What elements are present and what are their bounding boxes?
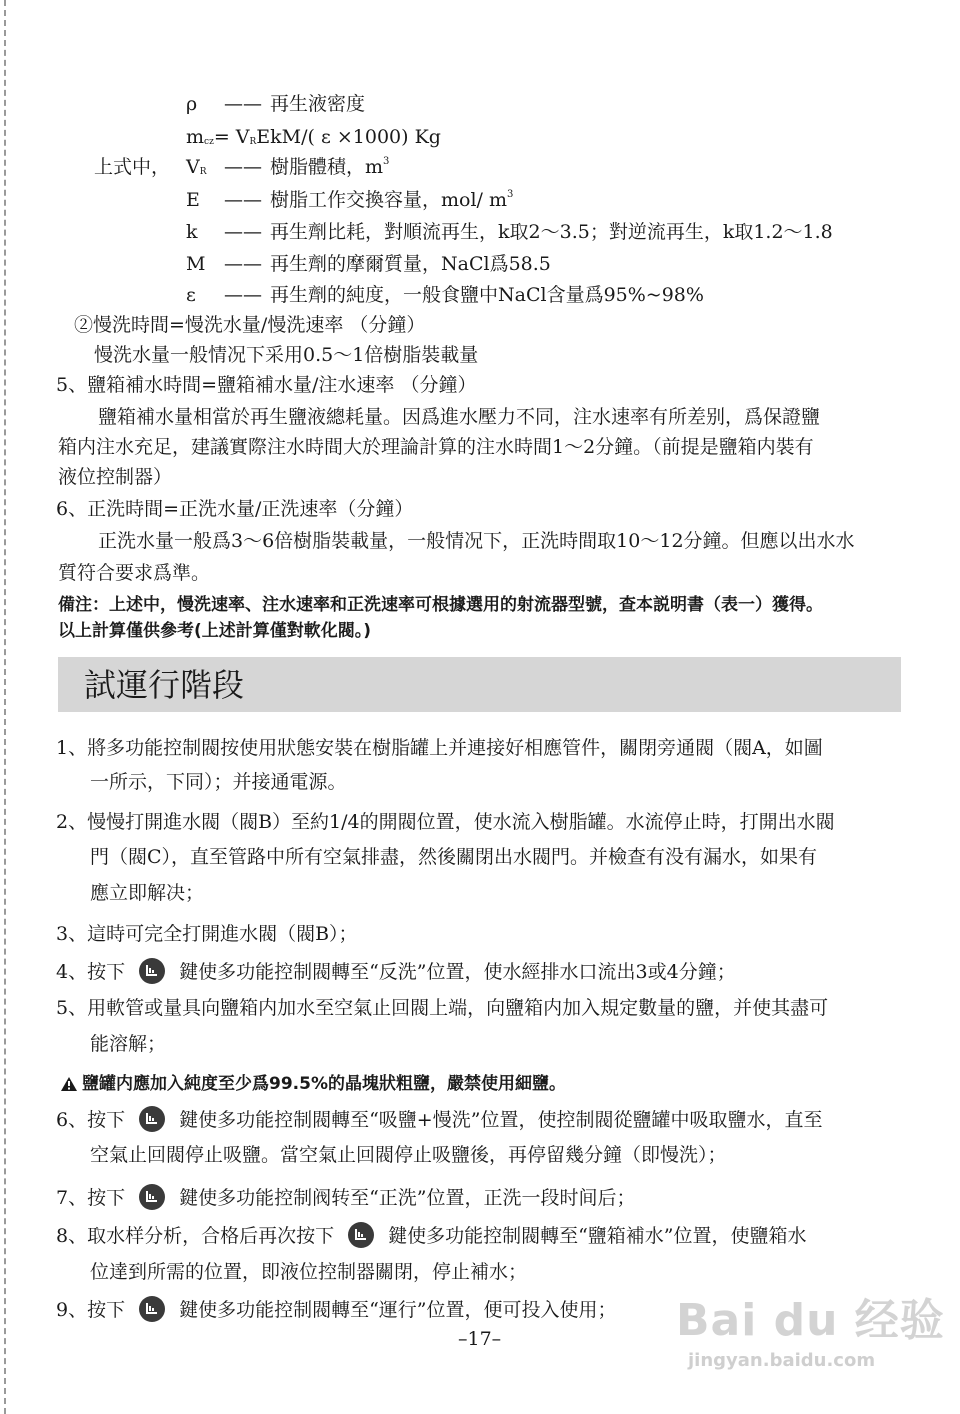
step2-line3: 應立即解决；: [90, 882, 205, 904]
slow-wash-title: ②慢洗時間=慢洗水量/慢洗速率 （分鐘）: [74, 314, 426, 336]
brine-refill-line2: 箱内注水充足，建議實際注水時間大於理論計算的注水時間1～2分鐘。（前提是鹽箱内裝有: [58, 436, 814, 458]
rinse-line2: 質符合要求爲準。: [58, 562, 211, 584]
step6-line2: 空氣止回閥停止吸鹽。當空氣止回閥停止吸鹽後，再停留幾分鐘（即慢洗）；: [90, 1144, 727, 1166]
section-header: [58, 657, 901, 712]
step5-line2: 能溶解；: [90, 1033, 167, 1055]
step3-line1: 3、這時可完全打開進水閥（閥B）；: [56, 923, 358, 945]
formula-e-line: E —— 樹脂工作交換容量，mol/ $m^3$: [186, 189, 514, 211]
control-button-icon: [139, 958, 165, 984]
formula-k-line: k —— 再生劑比耗，對順流再生，k取2～3.5；對逆流再生，k取1.2～1.8: [186, 221, 833, 243]
control-button-icon: [139, 1106, 165, 1132]
watermark-url: jingyan.baidu.com: [688, 1350, 876, 1371]
step1-line1: 1、將多功能控制閥按使用狀態安裝在樹脂罐上并連接好相應管件，關閉旁通閥（閥A，如圖: [56, 737, 823, 759]
control-button-icon: [139, 1296, 165, 1322]
step6-line1: 6、按下 鍵使多功能控制閥轉至“吸鹽+慢洗”位置，使控制閥從鹽罐中吸取鹽水，直至: [56, 1106, 822, 1133]
formula-eps-line: ε —— 再生劑的純度，一般食鹽中NaCl含量爲95%~98%: [186, 284, 704, 306]
step1-line2: 一所示，下同）；并接通電源。: [90, 771, 347, 793]
watermark-logo: Bai du 经验: [676, 1295, 945, 1346]
brine-refill-title: 5、鹽箱補水時間=鹽箱補水量/注水速率 （分鐘）: [56, 374, 477, 396]
formula-vr-line: $V_R$ —— 樹脂體積，$m^3$: [186, 156, 390, 178]
step4-line: 4、按下 鍵使多功能控制閥轉至“反洗”位置，使水經排水口流出3或4分鐘；: [56, 958, 736, 985]
step5-line1: 5、用軟管或量具向鹽箱内加水至空氣止回閥上端，向鹽箱内加入規定數量的鹽，并使其盡可: [56, 997, 829, 1019]
brine-refill-line3: 液位控制器）: [58, 466, 173, 488]
control-button-icon: [139, 1184, 165, 1210]
formula-mcz-line: $m_{cz}= V_REkM/$( ε ×1000) Kg: [186, 126, 441, 148]
binding-edge: [4, 0, 22, 1414]
step8-line1: 8、取水样分析，合格后再次按下 鍵使多功能控制閥轉至“鹽箱補水”位置，使鹽箱水: [56, 1222, 807, 1249]
step8-line2: 位達到所需的位置，即液位控制器關閉，停止補水；: [90, 1261, 528, 1283]
rho-description: 再生液密度: [270, 93, 366, 115]
step2-line2: 門（閥C），直至管路中所有空氣排盡，然後關閉出水閥門。并檢查有没有漏水，如果有: [90, 846, 818, 868]
rinse-title: 6、正洗時間=正洗水量/正洗速率（分鐘）: [56, 498, 414, 520]
step7-line: 7、按下 鍵使多功能控制阀转至“正洗”位置，正洗一段时间后；: [56, 1184, 636, 1211]
note-line2: 以上計算僅供參考(上述計算僅對軟化閥。): [58, 621, 372, 641]
control-button-icon: [348, 1222, 374, 1248]
section-title: 試運行階段: [84, 666, 245, 704]
brine-refill-line1: 鹽箱補水量相當於再生鹽液總耗量。因爲進水壓力不同，注水速率有所差别，爲保證鹽: [98, 406, 821, 428]
step9-line: 9、按下 鍵使多功能控制閥轉至“運行”位置，便可投入使用；: [56, 1296, 617, 1323]
rinse-line1: 正洗水量一般爲3～6倍樹脂裝載量，一般情况下，正洗時間取10～12分鐘。但應以出水水: [98, 530, 855, 552]
step2-line1: 2、慢慢打開進水閥（閥B）至約1/4的開閥位置，使水流入樹脂罐。水流停止時，打開出水閥: [56, 811, 835, 833]
note-line1: 備注：上述中，慢洗速率、注水速率和正洗速率可根據選用的射流器型號，查本説明書（表一）獲得。: [58, 595, 823, 615]
warning-icon: [60, 1074, 78, 1100]
formula-intro: 上式中，: [94, 156, 171, 178]
page-number: –17–: [458, 1328, 502, 1350]
rho-symbol: ρ: [186, 93, 198, 115]
slow-wash-desc: 慢洗水量一般情况下采用0.5～1倍樹脂裝載量: [94, 344, 479, 366]
formula-rho-line: ρ —— 再生液密度: [186, 93, 366, 115]
formula-m-line: M —— 再生劑的摩爾質量，NaCl爲58.5: [186, 253, 551, 275]
warning-line: 鹽罐内應加入純度至少爲99.5%的晶塊狀粗鹽，嚴禁使用細鹽。: [60, 1071, 566, 1100]
